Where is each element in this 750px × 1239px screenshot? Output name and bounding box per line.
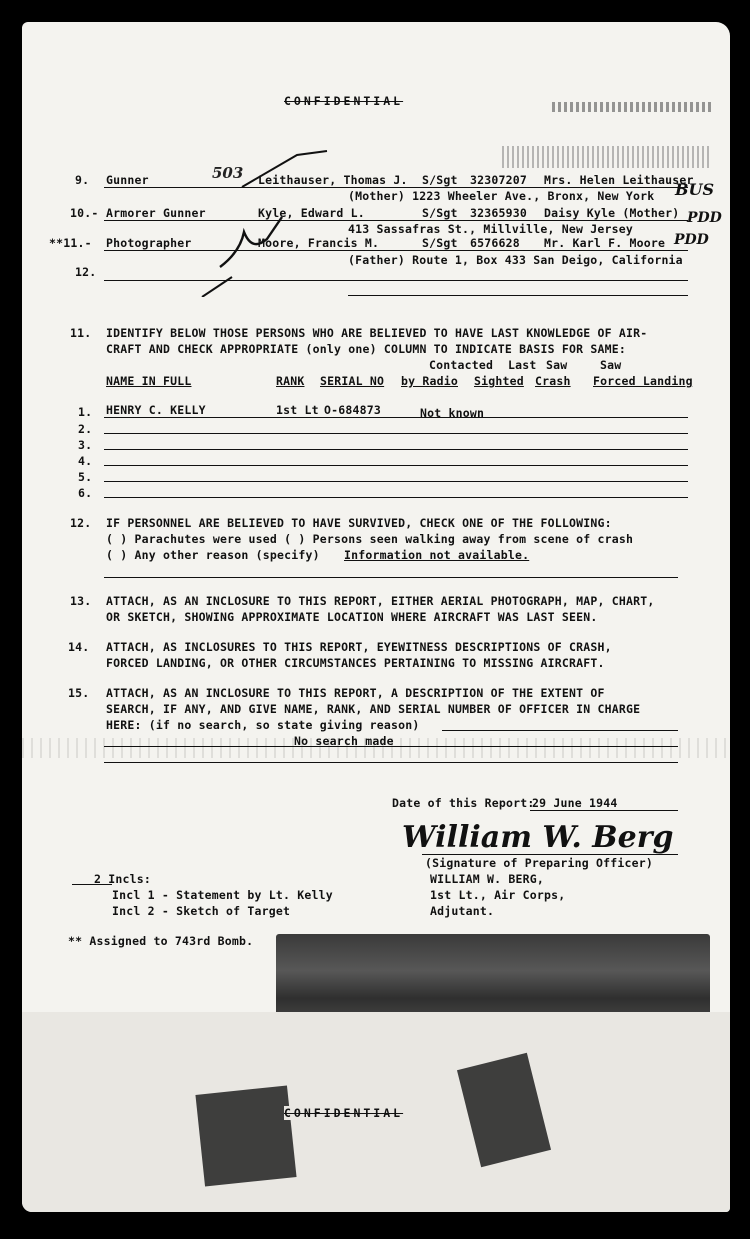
- document-page: [22, 22, 730, 1212]
- person-name: HENRY C. KELLY: [106, 403, 206, 417]
- crew-position: Gunner: [106, 173, 149, 187]
- form-line: [104, 449, 688, 450]
- handwritten-mark: PDD: [687, 210, 722, 226]
- crew-rank: S/Sgt: [422, 236, 458, 250]
- scan-noise: [22, 738, 730, 758]
- crew-position: Photographer: [106, 236, 192, 250]
- crew-name: Leithauser, Thomas J.: [258, 173, 408, 187]
- classification-footer: CONFIDENTIAL: [284, 1106, 404, 1120]
- column-header: Crash: [535, 374, 571, 388]
- inclosure-item: Incl 1 - Statement by Lt. Kelly: [112, 888, 333, 902]
- signature: William W. Berg: [402, 820, 674, 855]
- row-number: 3.: [78, 438, 93, 452]
- crew-serial: 32365930: [470, 206, 527, 220]
- person-note: Not known: [420, 406, 485, 420]
- section-15-text: ATTACH, AS AN INCLOSURE TO THIS REPORT, A DESCRIPTION OF THE EXTENT OF: [106, 686, 605, 700]
- crew-number: 9.: [75, 173, 90, 187]
- person-rank: 1st Lt: [276, 403, 319, 417]
- column-header: Contacted: [429, 358, 494, 372]
- column-header: SERIAL NO: [320, 374, 385, 388]
- crew-serial: 6576628: [470, 236, 520, 250]
- form-line: [104, 481, 688, 482]
- survival-answer: Information not available.: [344, 548, 530, 562]
- column-header: Last: [508, 358, 537, 372]
- crew-name: Kyle, Edward L.: [258, 206, 365, 220]
- crew-next-of-kin-address: 413 Sassafras St., Millville, New Jersey: [348, 222, 633, 236]
- row-number: 1.: [78, 405, 93, 419]
- section-14-text: ATTACH, AS INCLOSURES TO THIS REPORT, EYEWITNESS DESCRIPTIONS OF CRASH,: [106, 640, 612, 654]
- crew-number: 12.: [75, 265, 97, 279]
- faint-stamp-text: [552, 102, 712, 112]
- form-line: [72, 884, 112, 885]
- survival-other: ( ) Any other reason (specify): [106, 548, 320, 562]
- form-line: [104, 433, 688, 434]
- handwritten-mark: 503: [212, 164, 244, 182]
- column-header: NAME IN FULL: [106, 374, 192, 388]
- row-number: 6.: [78, 486, 93, 500]
- handwritten-mark: PDD: [674, 232, 709, 248]
- footnote: ** Assigned to 743rd Bomb.: [68, 934, 254, 948]
- crew-number: 10.-: [70, 206, 99, 220]
- row-number: 2.: [78, 422, 93, 436]
- form-line: [530, 810, 678, 811]
- section-15-text: HERE: (if no search, so state giving reason): [106, 718, 420, 732]
- crew-next-of-kin-address: (Mother) 1223 Wheeler Ave., Bronx, New York: [348, 189, 655, 203]
- officer-rank: 1st Lt., Air Corps,: [430, 888, 566, 902]
- column-header: RANK: [276, 374, 305, 388]
- column-header: Saw: [600, 358, 622, 372]
- section-14-text: FORCED LANDING, OR OTHER CIRCUMSTANCES PERTAINING TO MISSING AIRCRAFT.: [106, 656, 605, 670]
- crew-next-of-kin-address: (Father) Route 1, Box 433 San Deigo, California: [348, 253, 683, 267]
- crew-next-of-kin: Daisy Kyle (Mother): [544, 206, 680, 220]
- section-13-text: ATTACH, AS AN INCLOSURE TO THIS REPORT, EITHER AERIAL PHOTOGRAPH, MAP, CHART,: [106, 594, 655, 608]
- crew-next-of-kin: Mr. Karl F. Moore: [544, 236, 666, 250]
- classification-header: CONFIDENTIAL: [284, 94, 404, 108]
- column-header: by Radio: [401, 374, 458, 388]
- section-12-number: 12.: [70, 516, 92, 530]
- crew-next-of-kin: Mrs. Helen Leithauser: [544, 173, 694, 187]
- crew-position: Armorer Gunner: [106, 206, 206, 220]
- inclosure-count: 2 Incls:: [94, 872, 151, 886]
- form-line: [104, 417, 688, 418]
- form-line: [348, 295, 688, 296]
- paper-stain: [195, 1085, 296, 1186]
- report-date-value: 29 June 1944: [532, 796, 618, 810]
- signature-line: [422, 854, 678, 855]
- crew-name: Moore, Francis M.: [258, 236, 380, 250]
- crew-number: **11.-: [49, 236, 92, 250]
- handwritten-strokes: [172, 147, 332, 297]
- column-header: Forced Landing: [593, 374, 693, 388]
- section-13-number: 13.: [70, 594, 92, 608]
- section-11-number: 11.: [70, 326, 92, 340]
- signature-caption: (Signature of Preparing Officer): [425, 856, 653, 870]
- row-number: 4.: [78, 454, 93, 468]
- form-line: [104, 762, 678, 763]
- section-14-number: 14.: [68, 640, 90, 654]
- report-date-label: Date of this Report:: [392, 796, 535, 810]
- form-line: [442, 730, 678, 731]
- officer-name: WILLIAM W. BERG,: [430, 872, 544, 886]
- handwritten-mark: BUS: [675, 180, 715, 199]
- person-serial: O-684873: [324, 403, 381, 417]
- officer-title: Adjutant.: [430, 904, 495, 918]
- column-header: Saw: [546, 358, 568, 372]
- section-11-text: IDENTIFY BELOW THOSE PERSONS WHO ARE BELIEVED TO HAVE LAST KNOWLEDGE OF AIR-: [106, 326, 648, 340]
- section-15-text: SEARCH, IF ANY, AND GIVE NAME, RANK, AND SERIAL NUMBER OF OFFICER IN CHARGE: [106, 702, 641, 716]
- section-15-number: 15.: [68, 686, 90, 700]
- section-13-text: OR SKETCH, SHOWING APPROXIMATE LOCATION WHERE AIRCRAFT WAS LAST SEEN.: [106, 610, 598, 624]
- crew-serial: 32307207: [470, 173, 527, 187]
- column-header: Sighted: [474, 374, 524, 388]
- survival-options: ( ) Parachutes were used ( ) Persons seen walking away from scene of crash: [106, 532, 634, 546]
- form-line: [104, 465, 688, 466]
- crew-rank: S/Sgt: [422, 206, 458, 220]
- inclosure-item: Incl 2 - Sketch of Target: [112, 904, 291, 918]
- crew-rank: S/Sgt: [422, 173, 458, 187]
- row-number: 5.: [78, 470, 93, 484]
- form-line: [104, 577, 678, 578]
- section-11-text: CRAFT AND CHECK APPROPRIATE (only one) COLUMN TO INDICATE BASIS FOR SAME:: [106, 342, 627, 356]
- section-12-text: IF PERSONNEL ARE BELIEVED TO HAVE SURVIVED, CHECK ONE OF THE FOLLOWING:: [106, 516, 612, 530]
- search-answer: No search made: [294, 734, 394, 748]
- form-line: [104, 497, 688, 498]
- faint-stamp-text: [502, 146, 712, 168]
